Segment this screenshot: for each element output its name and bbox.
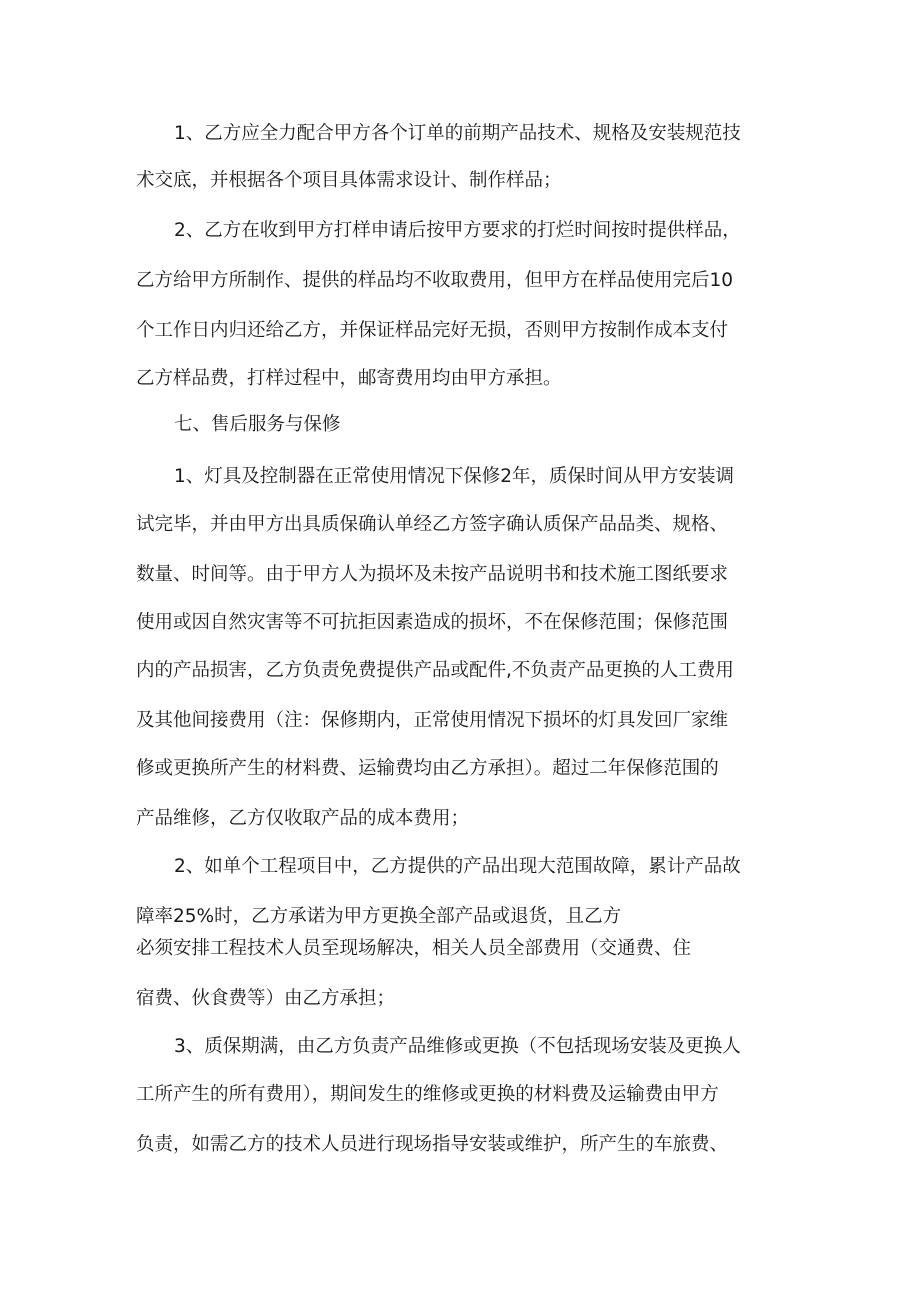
paragraph-1-line-2: 术交底，并根据各个项目具体需求设计、制作样品； <box>136 170 562 191</box>
paragraph-3-line-1: 1、灯具及控制器在正常使用情况下保修2年，质保时间从甲方安装调 <box>174 466 735 487</box>
paragraph-4-line-1: 2、如单个工程项目中，乙方提供的产品出现大范围故障，累计产品故 <box>174 856 741 877</box>
paragraph-4-line-4: 宿费、伙食费等）由乙方承担； <box>136 988 396 1009</box>
paragraph-3-line-7: 修或更换所产生的材料费、运输费均由乙方承担）。超过二年保修范围的 <box>136 758 719 779</box>
paragraph-1-line-1: 1、乙方应全力配合甲方各个订单的前期产品技术、规格及安装规范技 <box>174 123 741 144</box>
paragraph-3-line-4: 使用或因自然灾害等不可抗拒因素造成的损坏，不在保修范围；保修范围 <box>136 612 729 633</box>
paragraph-3-line-6: 及其他间接费用（注：保修期内，正常使用情况下损坏的灯具发回厂家维 <box>136 710 729 731</box>
paragraph-5-line-1: 3、质保期满，由乙方负责产品维修或更换（不包括现场安装及更换人 <box>174 1036 741 1057</box>
paragraph-3-line-2: 试完毕，并由甲方出具质保确认单经乙方签字确认质保产品品类、规格、 <box>136 514 729 535</box>
paragraph-3-line-5: 内的产品损害，乙方负责免费提供产品或配件,不负责产品更换的人工费用 <box>136 660 734 681</box>
paragraph-5-line-2: 工所产生的所有费用），期间发生的维修或更换的材料费及运输费由甲方 <box>136 1084 719 1105</box>
section-heading: 七、售后服务与保修 <box>174 414 341 435</box>
paragraph-3-line-3: 数量、时间等。由于甲方人为损坏及未按产品说明书和技术施工图纸要求 <box>136 564 729 585</box>
paragraph-2-line-2: 乙方给甲方所制作、提供的样品均不收取费用，但甲方在样品使用完后10 <box>136 270 734 291</box>
paragraph-3-line-8: 产品维修，乙方仅收取产品的成本费用； <box>136 808 470 829</box>
paragraph-4-line-3: 必须安排工程技术人员至现场解决，相关人员全部费用（交通费、住 <box>136 938 692 959</box>
paragraph-2-line-1: 2、乙方在收到甲方打样申请后按甲方要求的打烂时间按时提供样品， <box>174 220 741 241</box>
paragraph-4-line-2: 障率25%时，乙方承诺为甲方更换全部产品或退货，且乙方 <box>136 906 622 927</box>
paragraph-2-line-4: 乙方样品费，打样过程中，邮寄费用均由甲方承担。 <box>136 368 562 389</box>
paragraph-5-line-3: 负责，如需乙方的技术人员进行现场指导安装或维护，所产生的车旅费、 <box>136 1134 729 1155</box>
paragraph-2-line-3: 个工作日内归还给乙方，并保证样品完好无损，否则甲方按制作成本支付 <box>136 320 729 341</box>
